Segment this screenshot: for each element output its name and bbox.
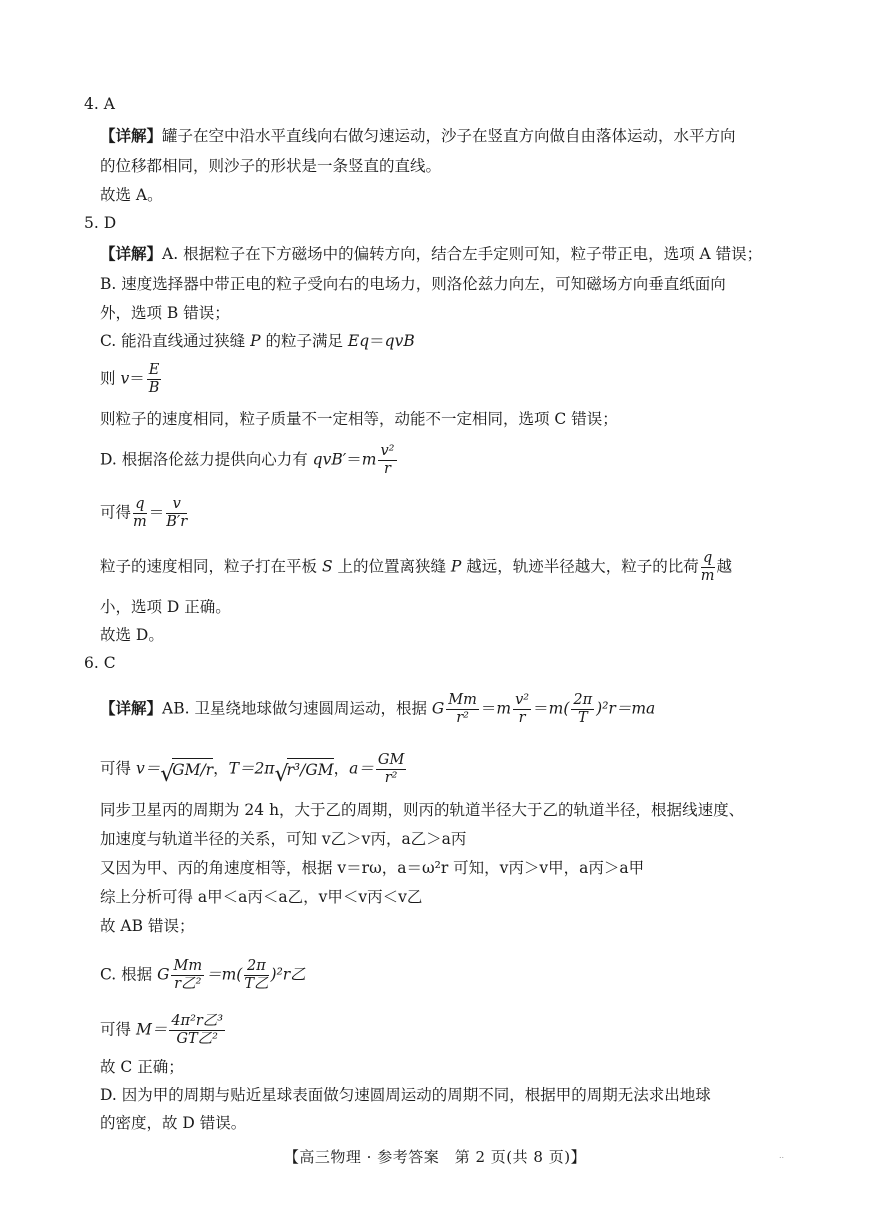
q5-l9-fraction — [701, 550, 715, 585]
q5-ratio-formula — [100, 496, 189, 531]
q5-ratio-label: 可得 — [100, 503, 132, 522]
q6-l2-label: 可得 — [100, 759, 136, 778]
q6-detail-line-3: 同步卫星丙的周期为 24 h，大于乙的周期，则丙的轨道半径大于乙的轨道半径，根据线速度、 — [100, 801, 745, 819]
q6-detail-line-5: 又因为甲、丙的角速度相等，根据 v＝rω，a＝ω²r 可知，v丙＞v甲，a丙＞a甲 — [100, 859, 645, 877]
q5-v-formula — [100, 362, 163, 397]
q5-ratio-lhs-num: q — [133, 496, 147, 514]
q5-ratio-rhs-num: v — [166, 496, 187, 514]
q6-mass-formula — [100, 1013, 227, 1048]
q6-detail-line-12: 的密度，故 D 错误。 — [100, 1114, 247, 1132]
q6-mass-num: 4π²r乙³ — [171, 1013, 224, 1029]
q5-v-symbol: v — [120, 369, 130, 388]
q6-l1-text: AB. 卫星绕地球做匀速圆周运动，根据 — [162, 699, 432, 718]
q6-formulas-line — [100, 752, 408, 787]
q5-v-num: E — [148, 362, 160, 378]
q6-l2-a: a＝ — [349, 759, 374, 778]
q5-c-text: C. 能沿直线通过狭缝 — [100, 332, 251, 350]
q5-l9-den: m — [700, 568, 715, 584]
q6-l1-frac1 — [446, 692, 479, 727]
q5-text-1: A. 根据粒子在下方磁场中的偏转方向，结合左手定则可知，粒子带正电，选项 A 错误； — [162, 245, 763, 263]
q6-l2-sqrt1 — [160, 758, 213, 781]
q5-v-fraction — [147, 362, 162, 397]
q6-mass-den: GT乙² — [176, 1031, 218, 1047]
q5-detail-line-6: 则粒子的速度相同，粒子质量不一定相等，动能不一定相同，选项 C 错误； — [100, 410, 618, 428]
q6-l1-num3: 2π — [573, 692, 593, 708]
q6-l1-m2: m( — [548, 699, 570, 718]
q5-d-text: D. 根据洛伦兹力提供向心力有 — [100, 450, 313, 469]
q5-ratio-lhs — [133, 496, 147, 531]
q6-l1-den1: r² — [456, 710, 469, 726]
q6-c-frac1 — [171, 958, 204, 993]
q5-c-text-2: 的粒子满足 — [260, 332, 348, 350]
q6-l2-frac — [376, 752, 406, 787]
q5-d-m: m — [361, 450, 377, 469]
q4-number: 4. A — [84, 95, 115, 113]
q6-l2-num: GM — [377, 752, 405, 768]
q5-detail-line-1 — [100, 243, 762, 265]
q6-l1-eq2: ＝ — [533, 699, 549, 718]
q4-text-1: 罐子在空中沿水平直线向右做匀速运动，沙子在竖直方向做自由落体运动，水平方向 — [162, 127, 736, 145]
q6-c-num2: 2π — [244, 958, 268, 976]
q6-l2-sqrt2 — [275, 758, 334, 781]
q5-c-eq-sign: ＝ — [369, 332, 385, 350]
q6-c-g: G — [157, 965, 170, 984]
q5-c-eq-rhs: qvB — [384, 332, 415, 350]
q6-c-tail: )²r乙 — [270, 965, 306, 984]
q6-l1-m1: m — [496, 699, 512, 718]
q5-option-d — [100, 443, 399, 478]
q6-mass-m: M＝ — [135, 1020, 168, 1039]
q6-detail-line-6: 综上分析可得 a甲＜a丙＜a乙，v甲＜v丙＜v乙 — [100, 888, 423, 906]
q5-d-eq: ＝ — [346, 450, 362, 469]
q5-detail-tag: 【详解】 — [100, 244, 163, 263]
q6-l1-g: G — [431, 699, 445, 718]
q6-detail-line-10: 故 C 正确； — [100, 1058, 184, 1076]
q6-detail-line-11: D. 因为甲的周期与贴近星球表面做匀速圆周运动的周期不同，根据甲的周期无法求出地球 — [100, 1086, 711, 1104]
footer-dots: .. — [779, 1151, 785, 1160]
q5-ratio-lhs-den: m — [133, 514, 147, 530]
q5-option-c — [100, 330, 415, 352]
q5-ratio-rhs-den: B′r — [166, 514, 188, 530]
q5-v-den: B — [148, 380, 160, 396]
q6-l2-sep1: ， — [213, 759, 229, 778]
q6-mass-frac — [169, 1013, 225, 1048]
q6-l2-den: r² — [384, 770, 398, 786]
page-footer: 【高三物理 · 参考答案 第 2 页(共 8 页)】 — [283, 1148, 587, 1166]
q5-detail-line-2: B. 速度选择器中带正电的粒子受向右的电场力，则洛伦兹力向左，可知磁场方向垂直纸面向 — [100, 275, 726, 293]
q6-l1-frac2 — [513, 692, 531, 727]
q6-detail-line-1 — [100, 692, 655, 727]
q5-v-label: 则 — [100, 369, 121, 388]
q5-detail-line-10: 小，选项 D 正确。 — [100, 598, 231, 616]
q5-l9-a: 粒子的速度相同，粒子打在平板 — [100, 557, 322, 576]
q6-l2-t: T＝2π — [228, 759, 275, 778]
q6-l1-num1: Mm — [448, 692, 477, 708]
q4-detail-tag: 【详解】 — [100, 126, 163, 145]
q6-detail-tag: 【详解】 — [100, 698, 163, 718]
q5-conclusion: 故选 D。 — [100, 626, 164, 644]
q4-detail-line-1 — [100, 125, 736, 147]
q5-l9-num: q — [701, 550, 715, 568]
q6-detail-line-4: 加速度与轨道半径的关系，可知 v乙＞v丙，a乙＞a丙 — [100, 830, 467, 848]
q6-l1-num2: v² — [515, 692, 530, 708]
q5-c-slit: P — [250, 332, 261, 350]
q6-c-mid: ＝m( — [206, 965, 243, 984]
q5-d-lhs: qvB′ — [312, 450, 347, 469]
q5-l9-e: 越远，轨迹半径越大，粒子的比荷 — [461, 557, 699, 576]
q6-l1-frac3 — [571, 692, 594, 727]
q6-l1-den3: T — [577, 710, 588, 726]
q5-ratio-rhs — [166, 496, 187, 531]
q6-l1-eq1: ＝ — [480, 699, 497, 718]
q6-option-c — [100, 958, 306, 993]
q5-d-num: v² — [380, 443, 395, 459]
q6-l2-rad1: GM/r — [172, 758, 213, 781]
q6-detail-line-7: 故 AB 错误； — [100, 917, 195, 935]
q5-detail-line-9 — [100, 550, 732, 585]
q5-v-eq: ＝ — [129, 369, 145, 388]
q5-l9-s: S — [321, 557, 333, 576]
q5-l9-f: 越 — [716, 557, 733, 576]
q5-d-den: r — [384, 461, 391, 477]
q6-l2-v: v＝ — [135, 759, 161, 778]
q4-detail-line-2: 的位移都相同，则沙子的形状是一条竖直的直线。 — [100, 157, 442, 175]
q5-ratio-eq: ＝ — [148, 503, 165, 522]
q6-c-label: C. 根据 — [100, 965, 158, 984]
q5-l9-c: 上的位置离狭缝 — [332, 557, 451, 576]
q4-conclusion: 故选 A。 — [100, 186, 163, 204]
q6-l2-rad2: r³/GM — [287, 758, 334, 781]
q6-number: 6. C — [84, 654, 116, 672]
q5-number: 5. D — [84, 214, 117, 232]
q6-c-num1: Mm — [173, 958, 203, 974]
q6-l1-tail: )²r＝ma — [596, 699, 656, 718]
q5-d-fraction — [378, 443, 396, 478]
q6-l2-sep2: ， — [333, 759, 350, 778]
q6-c-frac2 — [244, 958, 268, 993]
q6-c-den2: T乙 — [244, 976, 269, 992]
q5-c-eq-lhs: Eq — [347, 332, 370, 350]
q5-detail-line-3: 外，选项 B 错误； — [100, 304, 230, 322]
q5-l9-p: P — [450, 557, 462, 576]
q6-c-den1: r乙² — [174, 976, 202, 992]
q6-mass-label: 可得 — [100, 1020, 136, 1039]
q6-l1-den2: r — [518, 710, 526, 726]
